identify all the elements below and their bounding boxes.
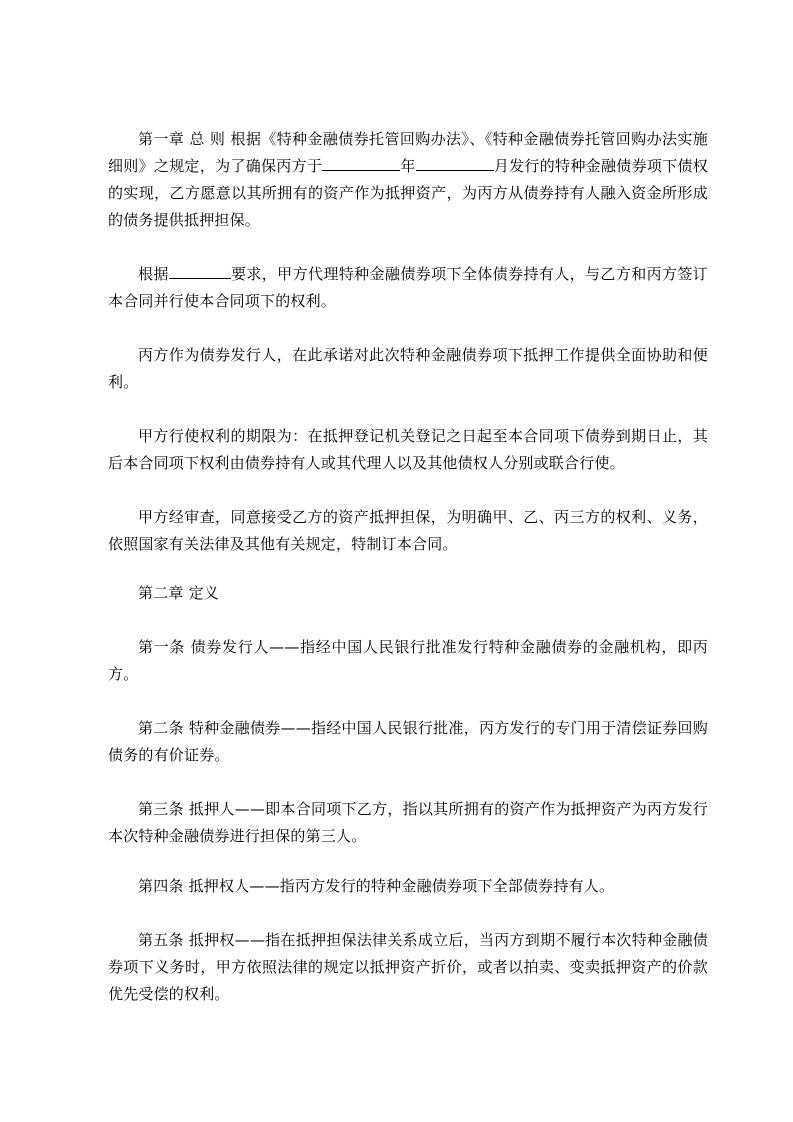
blank-field-year: [322, 156, 400, 171]
article-1: 第一条 债券发行人——指经中国人民银行批准发行特种金融债券的金融机构，即丙方。: [108, 638, 708, 683]
article-3: 第三条 抵押人——即本合同项下乙方，指以其所拥有的资产作为抵押资产为丙方发行本次特种金融债券进行担保的第三人。: [108, 800, 708, 845]
paragraph-text: 要求，甲方代理特种金融债券项下全体债券持有人，与乙方和丙方签订本合同并行使本合同项下的权利。: [108, 265, 708, 310]
blank-field-basis: [169, 264, 231, 279]
paragraph-rights-period: 甲方行使权利的期限为：在抵押登记机关登记之日起至本合同项下债券到期日止，其后本合同项下权利由债券持有人或其代理人以及其他债权人分别或联合行使。: [108, 427, 708, 472]
paragraph-text: 第一章 总 则 根据《特种金融债券托管回购办法》、《特种金融债券托管回购办法实施细则》之规定，为了确保丙方于: [108, 130, 708, 175]
paragraph-review: 甲方经审查，同意接受乙方的资产抵押担保，为明确甲、乙、丙三方的权利、义务，依照国家有关法律及其他有关规定，特制订本合同。: [108, 508, 708, 553]
paragraph-text: 月发行的特种金融债券项下债权的实现，乙方愿意以其所拥有的资产作为抵押资产，为丙方从债券持有人融入资金所形成的债务提供抵押担保。: [108, 157, 709, 229]
article-2: 第二条 特种金融债券——指经中国人民银行批准，丙方发行的专门用于清偿证券回购债务的有价证券。: [108, 719, 708, 764]
paragraph-authorization: [108, 261, 708, 315]
article-5: 第五条 抵押权——指在抵押担保法律关系成立后，当丙方到期不履行本次特种金融债券项下义务时，甲方依照法律的规定以抵押资产折价，或者以拍卖、变卖抵押资产的价款优先受偿的权利。: [108, 931, 708, 1003]
paragraph-issuer-commitment: 丙方作为债券发行人，在此承诺对此次特种金融债券项下抵押工作提供全面协助和便利。: [108, 346, 708, 391]
chapter2-heading: 第二章 定义: [138, 584, 219, 602]
article-4: 第四条 抵押权人——指丙方发行的特种金融债券项下全部债券持有人。: [138, 877, 615, 895]
paragraph-text: 年: [400, 157, 416, 175]
paragraph-text: 根据: [138, 265, 169, 283]
paragraph-chapter1-intro: [108, 126, 708, 234]
blank-field-month: [416, 156, 494, 171]
